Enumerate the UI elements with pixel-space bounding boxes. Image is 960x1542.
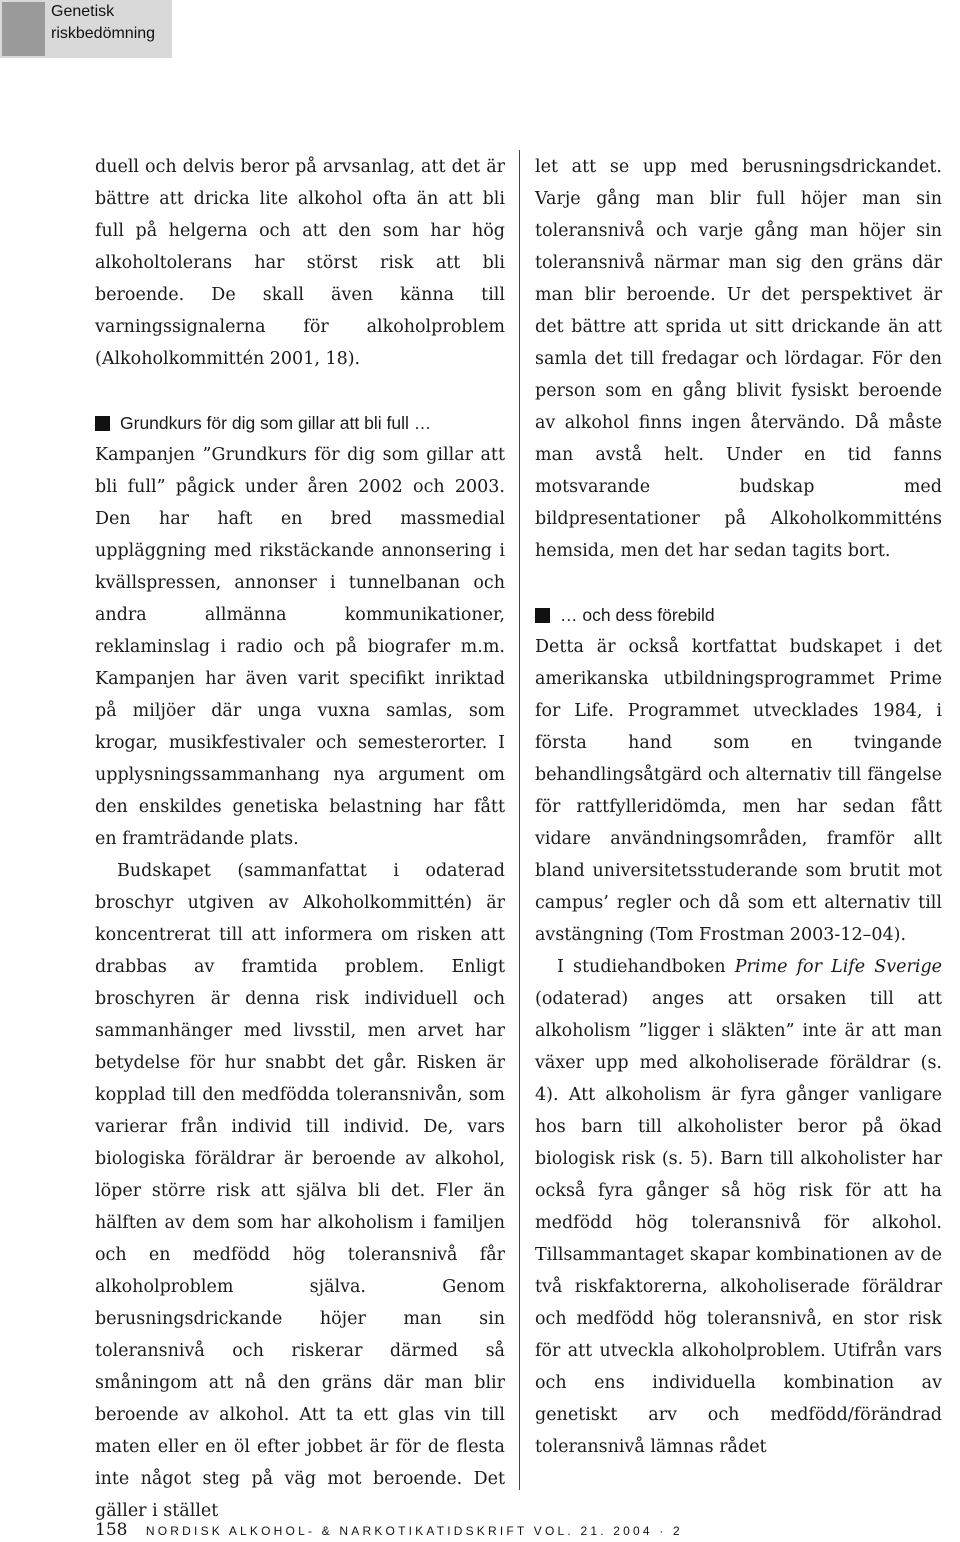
journal-name: NORDISK ALKOHOL- & NARKOTIKATIDSKRIFT VOL. 21. 2004 · 2 bbox=[145, 1524, 683, 1538]
paragraph: duell och delvis beror på arvsanlag, att det är bättre att dricka lite alkohol ofta än att bli full på helgerna och att den som har hög alkoholtolerans har störst risk att bli beroende. De skall även känna till varningssignalerna för alkoholproblem (Alkoholkommittén 2001, 18). bbox=[95, 157, 505, 369]
bullet-square-icon bbox=[535, 608, 550, 623]
paragraph: Budskapet (sammanfattat i odaterad broschyr utgiven av Alkoholkommittén) är koncentrerat till att informera om risken att drabbas av framtida problem. Enligt broschyren är denna risk individuell och sammanhänger med livsstil, men arvet har betydelse för hur snabbt det går. Risken är kopplad till den medfödda toleransnivån, som varierar från individ till individ. De, vars biologiska föräldrar är beroende av alkohol, löper större risk att själva bli det. Fler än hälften av dem som har alkoholism i familjen och en medfödd hög toleransnivå får alkoholproblem själva. Genom berusningsdrickande höjer man sin toleransnivå och riskerar därmed så småningom att nå den gräns där man blir beroende av alkohol. Att ta ett glas vin till maten eller en öl efter jobbet är för de flesta inte något steg på väg mot beroende. Det gäller i stället bbox=[95, 861, 505, 1521]
column-divider bbox=[519, 150, 520, 1490]
section-header bbox=[0, 0, 172, 58]
paragraph: Detta är också kortfattat budskapet i det amerikanska utbildningsprogrammet Prime for Life. Programmet utvecklades 1984, i första hand som en tvingande behandlingsåtgärd och alternativ till fängelse för rattfylleridömda, men har sedan fått vidare användningsområden, framför allt bland universitetsstuderande som brutit mot campus’ regler och då som ett alternativ till avstängning (Tom Frostman 2003-12–04). bbox=[535, 637, 942, 945]
subheading bbox=[95, 407, 505, 439]
page-number: 158 bbox=[95, 1520, 128, 1540]
section-label: Genetisk riskbedömning bbox=[51, 3, 156, 42]
paragraph: Kampanjen ”Grundkurs för dig som gillar att bli full” pågick under åren 2002 och 2003. Den har haft en bred massmedial uppläggning med rikstäckande annonsering i kvällspressen, annonser i tunnelbanan och andra allmänna kommunikationer, reklaminslag i radio och på biografer m.m. Kampanjen har även varit specifikt inriktad på miljöer där unga vuxna samlas, som krogar, musikfestivaler och semesterorter. I upplysningssammanhang nya argument om den enskildes genetiska belastning har fått en framträdande plats. bbox=[95, 445, 505, 849]
text-run: I studiehandboken bbox=[557, 957, 735, 977]
left-column bbox=[95, 151, 505, 1527]
right-column bbox=[535, 151, 942, 1463]
header-marker bbox=[2, 2, 45, 56]
book-title: Prime for Life Sverige bbox=[734, 957, 942, 977]
page-footer bbox=[95, 1520, 683, 1540]
subheading-text: … och dess förebild bbox=[560, 605, 715, 625]
text-run: (odaterad) anges att orsaken till att alkoholism ”ligger i släkten” inte är att man växer upp med alkoholiserade föräldrar (s. 4). Att alkoholism är fyra gånger vanligare hos barn till alkoholister beror på ökad biologisk risk (s. 5). Barn till alkoholister har också fyra gånger så hög risk för att ha medfödd hög toleransnivå för alkohol. Tillsammantaget skapar kombinationen av de två riskfaktorerna, alkoholiserade föräldrar och medfödd hög toleransnivå, en stor risk för att utveckla alkoholproblem. Utifrån vars och ens individuella kombination av genetiskt arv och medfödd/förändrad toleransnivå lämnas rådet bbox=[535, 989, 942, 1457]
paragraph bbox=[535, 951, 942, 1463]
subheading bbox=[535, 599, 942, 631]
bullet-square-icon bbox=[95, 416, 110, 431]
paragraph: let att se upp med berusningsdrickandet. Varje gång man blir full höjer man sin toleransnivå och varje gång man höjer sin toleransnivå närmar man sig den gräns där man blir beroende. Ur det perspektivet är det bättre att sprida ut sitt drickande än att samla det till fredagar och lördagar. För den person som en gång blivit fysiskt beroende av alkohol finns ingen återvändo. Då måste man avstå helt. Under en tid fanns motsvarande budskap med bildpresentationer på Alkoholkommitténs hemsida, men det har sedan tagits bort. bbox=[535, 157, 942, 561]
subheading-text: Grundkurs för dig som gillar att bli full … bbox=[120, 413, 432, 433]
